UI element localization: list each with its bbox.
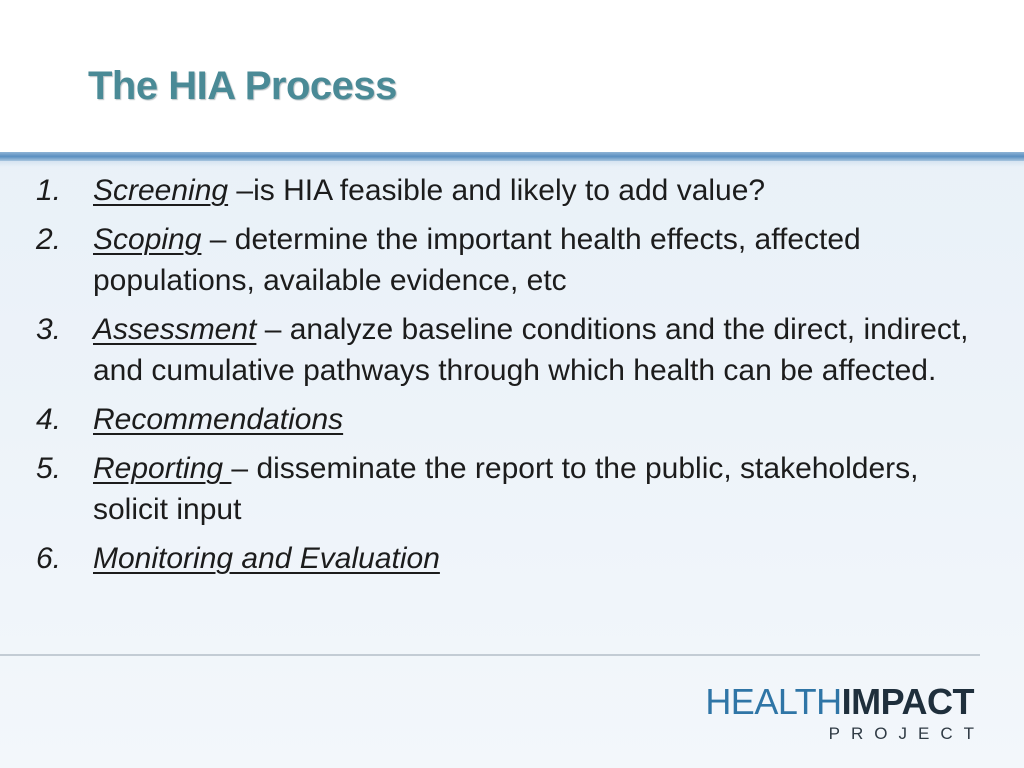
list-item: [36, 309, 986, 391]
slide-title: The HIA Process: [88, 64, 397, 108]
step-number: 4.: [36, 403, 62, 436]
step-term: Reporting: [93, 452, 232, 485]
list-item: [36, 538, 986, 579]
list-item: [36, 219, 986, 301]
step-term: Scoping: [93, 223, 202, 256]
health-impact-project-logo: [705, 681, 985, 744]
hia-steps-list: [36, 170, 986, 587]
step-description: – disseminate the report to the public, stakeholders, solicit input: [93, 452, 919, 526]
logo-project-text: PROJECT: [828, 724, 985, 743]
step-number: 5.: [36, 452, 62, 485]
logo-health-text: HEALTH: [705, 681, 842, 722]
step-term: Assessment: [93, 313, 257, 346]
list-item: [36, 399, 986, 440]
step-term: Screening: [93, 174, 229, 207]
step-description: – determine the important health effects, affected populations, available evidence, etc: [93, 223, 861, 297]
step-description: – analyze baseline conditions and the direct, indirect, and cumulative pathways through which health can be affected.: [93, 313, 969, 387]
footer-divider: [0, 654, 980, 656]
step-number: 1.: [36, 174, 62, 207]
step-number: 2.: [36, 223, 62, 256]
logo-wordmark: [705, 681, 974, 722]
step-description: –is HIA feasible and likely to add value?: [228, 174, 766, 207]
list-item: [36, 170, 986, 211]
step-term: Monitoring and Evaluation: [93, 542, 440, 575]
slide-header: [0, 0, 1024, 152]
header-divider-shadow: [0, 161, 1024, 167]
step-number: 6.: [36, 542, 62, 575]
list-item: [36, 448, 986, 530]
logo-impact-text: IMPACT: [841, 681, 974, 722]
header-divider-bar: [0, 152, 1024, 161]
step-number: 3.: [36, 313, 62, 346]
step-term: Recommendations: [93, 403, 344, 436]
